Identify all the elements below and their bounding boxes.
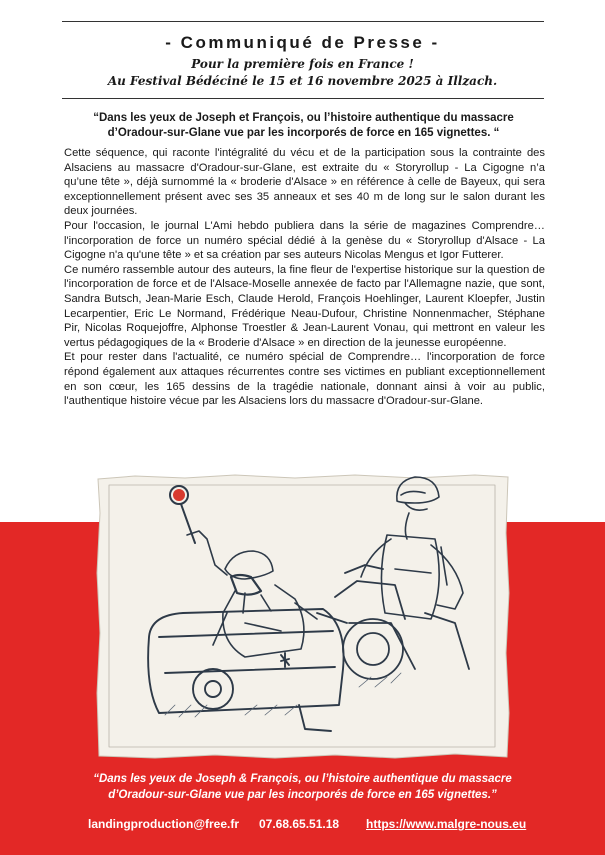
footer-phone: 07.68.65.51.18	[259, 817, 340, 831]
body-paragraph-2: Pour l'occasion, le journal L'Ami hebdo publiera dans la série de magazines Comprendre… l'incorporation de force un numéro spécial dédié à la genèse du « Storyrollup d'Alsace - La Cigogne n'a qu'une tête » et sa création par ses auteurs Nicolas Mengus et Igor Futterer.	[64, 219, 545, 262]
sketch-illustration	[95, 473, 511, 760]
subtitle-line-1: Pour la première fois en France !	[191, 57, 414, 71]
footer-email-link[interactable]: landingproduction@free.fr	[88, 817, 240, 831]
caption-line-2: d’Oradour-sur-Glane vue par les incorporés de force en 165 vignettes.”	[108, 789, 497, 801]
footer-website-link[interactable]: https://www.malgre-nous.eu	[366, 817, 527, 831]
page-title: - Communiqué de Presse -	[165, 33, 440, 52]
subtitle-line-2: Au Festival Bédéciné le 15 et 16 novembre 2025 à Illzach.	[107, 74, 498, 88]
sketch-caption	[40, 771, 565, 803]
press-body	[64, 146, 545, 409]
body-paragraph-3: Ce numéro rassemble autour des auteurs, la fine fleur de l'expertise historique sur la question de l'incorporation de force et de l'Alsace-Moselle annexée de facto par l'Allemagne nazie, que sont, Sandra Butsch, Jean-Marie Esch, Claude Herold, François Hoehlinger, Laurent Kloepfer, Justin Lecarpentier, Eric Le Normand, Frédérique Neau-Dufour, Christine Nonnenmacher, Stéphane Pir, Nicolas Roquejoffre, Alphonse Troestler & Jean-Laurent Vonau, qui mettront en valeur les vertus pédagogiques de la « Broderie d'Alsace » en direction de la jeunesse européenne.	[64, 263, 545, 349]
caption-line-1: “Dans les yeux de Joseph & François, ou l’histoire authentique du massacre	[93, 773, 512, 785]
body-paragraph-1: Cette séquence, qui raconte l'intégralité du vécu et de la participation sous la contrainte des Alsaciens au massacre d'Oradour-sur-Glane, est extraite du « Storyrollup - La Cigogne n’a qu’une tête », déjà surnommé la « broderie d'Alsace » en référence à celle de Bayeux, qui sera exceptionnellement présent avec ses 35 anneaux et ses 40 m de long sur le salon durant les deux journées.	[64, 147, 545, 218]
body-paragraph-4: Et pour rester dans l'actualité, ce numéro spécial de Comprendre… l'incorporation de force répond également aux attaques récurrentes contre ses victimes en publiant exceptionnellement en son cœur, les 165 dessins de la tragédie nationale, donnant ainsi à voir au public, l'authentique histoire vécue par les Alsaciens lors du massacre d'Oradour-sur-Glane.	[64, 351, 545, 408]
header-top-rule	[62, 21, 544, 22]
lead-quote: “Dans les yeux de Joseph et François, ou l’histoire authentique du massacre d’Oradour-sur-Glane vue par les incorporés de force en 165 vignettes. “	[93, 112, 514, 139]
header-bottom-rule	[62, 98, 544, 99]
